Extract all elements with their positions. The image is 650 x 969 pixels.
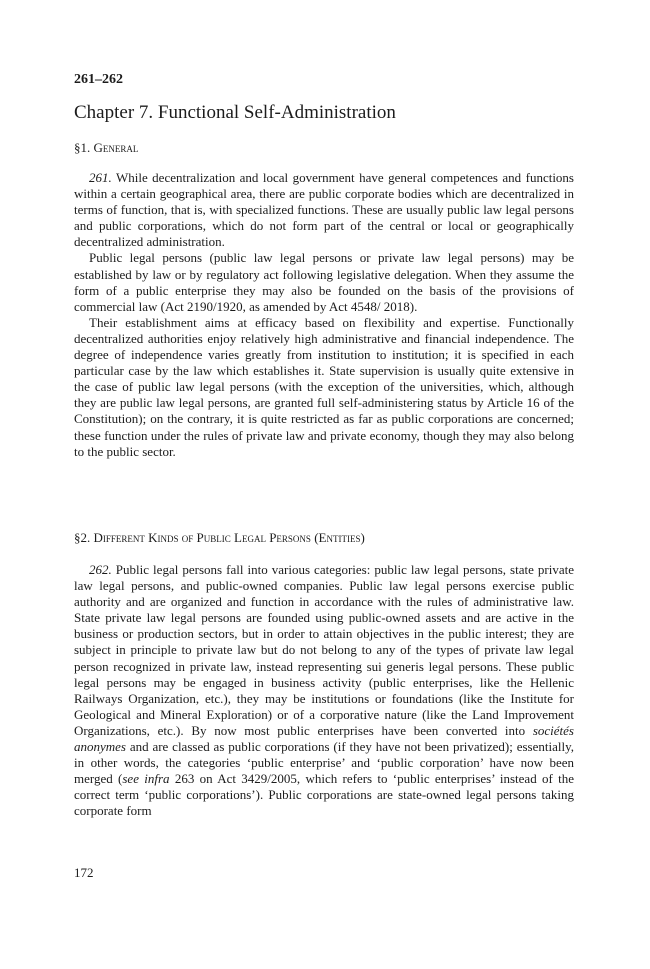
running-head: 261–262 — [74, 72, 123, 87]
paragraph-number: 262. — [89, 562, 112, 577]
section-title: Different Kinds of Public Legal Persons (Entities) — [93, 530, 365, 545]
section-number: §2. — [74, 530, 91, 545]
cross-reference: see infra — [122, 771, 170, 787]
italic-term: sociétés anonymes — [74, 722, 574, 755]
paragraph: Public legal persons (public law legal persons or private law legal persons) may be established by law or by regulatory act following legislative delegation. When they assume the form of a public enterprise they may also be founded on the basis of the provisions of commercial law (Act 2190/1920, as amended by Act 4548/ 2018). — [74, 250, 574, 314]
paragraph — [74, 170, 574, 250]
chapter-title: Chapter 7. Functional Self-Administration — [74, 102, 396, 123]
section-heading-kinds — [74, 530, 365, 546]
section-number: §1. — [74, 140, 91, 155]
section-heading-general — [74, 140, 138, 156]
page-number: 172 — [74, 865, 94, 880]
paragraph-text: Public legal persons fall into various categories: public law legal persons, state private law legal persons, and public-owned companies. Public law legal persons exercise public authority and are organized and function in accordance with the rules of administrative law. State private law legal persons are founded using public-owned assets and are active in the business or production sectors, but in order to attain objectives in the public interest; they are subject in principle to private law but do not belong to any of the types of private law legal person recognized in private law, instead representing sui generis legal persons. These public legal persons may be engaged in business activity (public enterprises, like the Hellenic Railways Organization, etc.), they may be institutions or foundations (like the Institute for Geological and Mineral Exploration) or of a corporative nature (like the Land Improvement Organizations, etc.). By now most public enterprises have been converted into — [74, 562, 574, 738]
paragraph-text: and are classed as public corporations (if they have not been privatized); essentially, in other words, the categories ‘public enterprise’ and ‘public corporation’ have now been merged ( — [74, 739, 574, 787]
section-2-body — [74, 562, 574, 820]
section-title: General — [93, 140, 139, 155]
paragraph-text: While decentralization and local government have general competences and functions within a certain geographical area, there are public corporate bodies which are decentralized in terms of function, that is, with specialized functions. These are usually public law legal persons and public corporations, which do not form part of the central or local or geographically decentralized administration. — [74, 170, 574, 250]
paragraph-text: 263 on Act 3429/2005, which refers to ‘public enterprises’ instead of the correct term ‘public corporations’). Public corporations are state-owned legal persons taking corporate form — [74, 771, 575, 819]
paragraph-number: 261. — [89, 170, 112, 185]
paragraph — [74, 562, 574, 820]
section-1-body — [74, 170, 574, 460]
paragraph: Their establishment aims at efficacy based on flexibility and expertise. Functionally decentralized authorities enjoy relatively high administrative and financial independence. The degree of independence varies greatly from institution to institution; it is specified in each particular case by the law which establishes it. State supervision is usually quite extensive in the case of public law legal persons (with the exception of the universities, which, although they are public law legal persons, are granted full self-administering status by Article 16 of the Constitution); on the contrary, it is quite restricted as far as public corporations are concerned; these function under the rules of private law and private economy, though they may also belong to the public sector. — [74, 314, 574, 459]
